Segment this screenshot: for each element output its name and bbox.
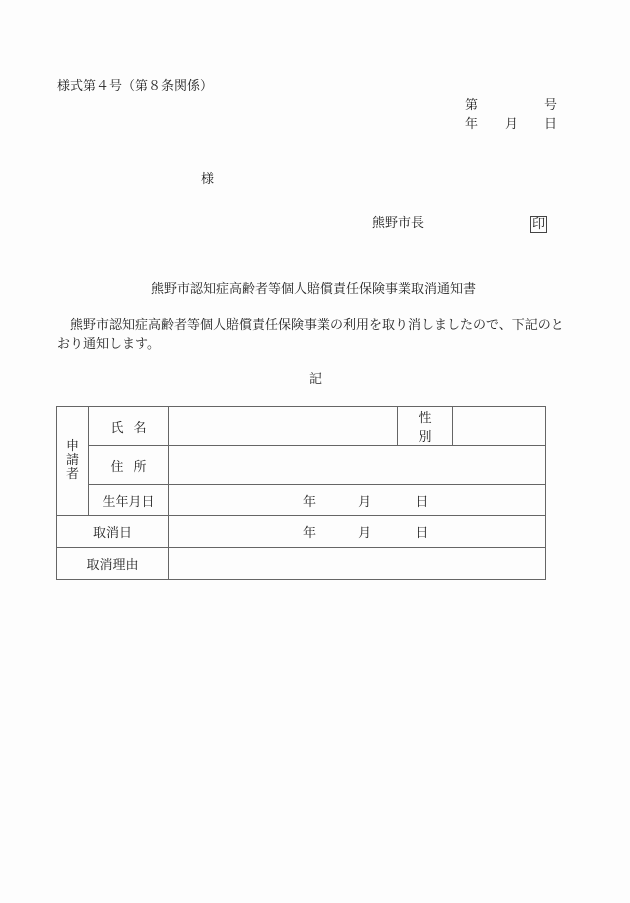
date-year: 年 [465, 117, 479, 132]
issuer-name: 熊野市長 [372, 216, 425, 231]
cancel-date-label: 取消日 [57, 516, 169, 548]
date-day: 日 [544, 117, 558, 132]
addressee-suffix: 様 [201, 172, 215, 187]
body-line-1: 熊野市認知症高齢者等個人賠償責任保険事業の利用を取り消しましたので、下記のと [70, 318, 564, 333]
sex-field[interactable] [453, 407, 546, 446]
name-field[interactable] [169, 407, 398, 446]
applicant-label: 申 請 者 [57, 407, 89, 516]
cancel-reason-field[interactable] [169, 548, 546, 580]
cancel-date-field[interactable]: 年 月 日 [169, 516, 546, 548]
cancellation-table [56, 406, 546, 580]
seal-mark: 印 [532, 217, 546, 232]
address-field[interactable] [169, 446, 546, 485]
sex-label: 性別 [398, 407, 453, 446]
document-title: 熊野市認知症高齢者等個人賠償責任保険事業取消通知書 [151, 282, 477, 297]
ref-dai: 第 [465, 98, 479, 113]
date-month: 月 [505, 117, 519, 132]
cancel-reason-label: 取消理由 [57, 548, 169, 580]
birth-date-field[interactable]: 年 月 日 [169, 485, 546, 516]
birth-label: 生年月日 [89, 485, 169, 516]
name-label: 氏名 [89, 407, 169, 446]
ki-heading: 記 [309, 372, 323, 387]
form-number: 様式第４号（第８条関係） [57, 79, 214, 94]
address-label: 住所 [89, 446, 169, 485]
ref-go: 号 [544, 98, 558, 113]
body-line-2: おり通知します。 [57, 337, 160, 352]
